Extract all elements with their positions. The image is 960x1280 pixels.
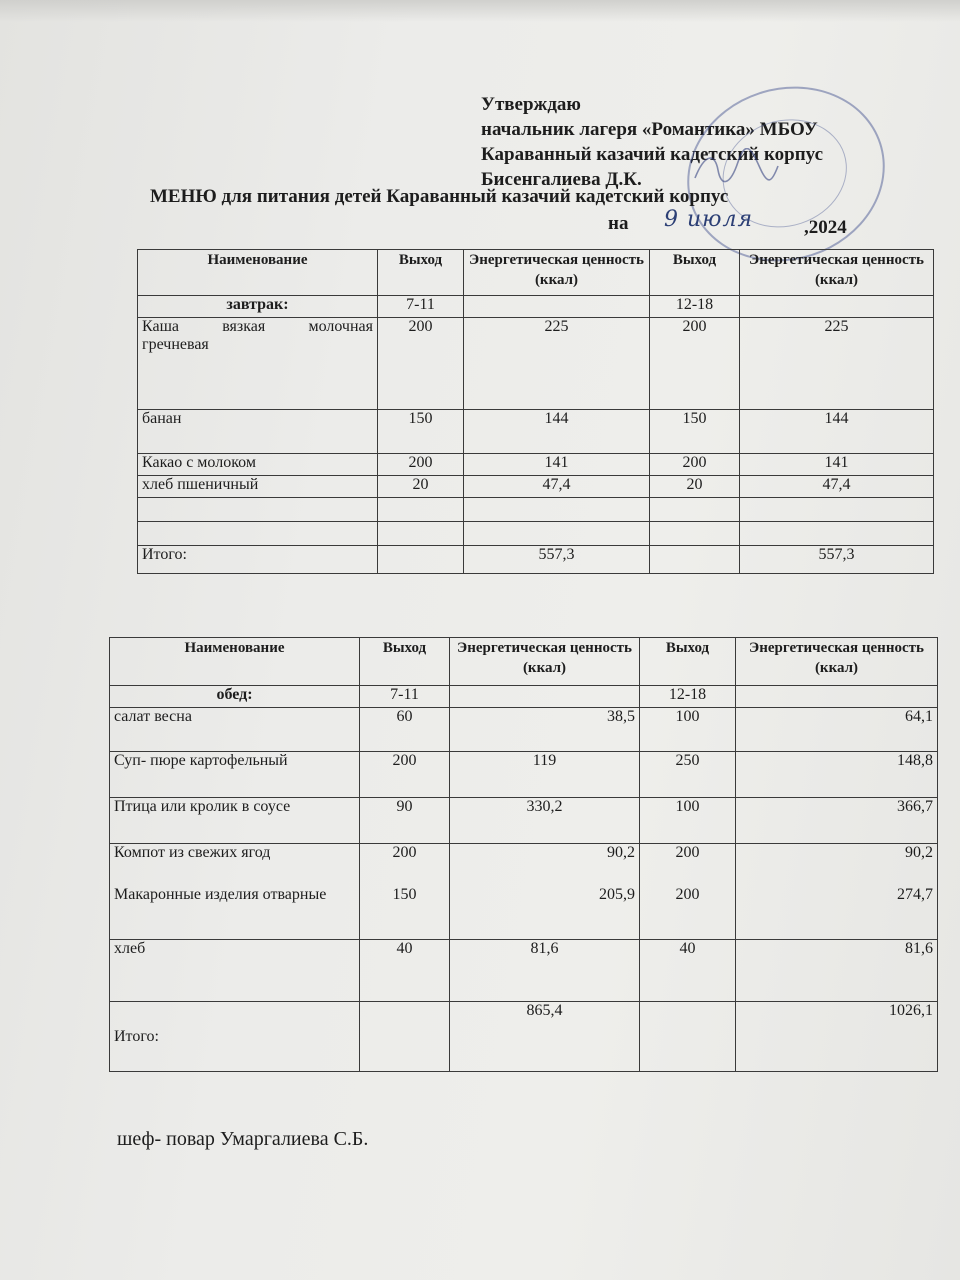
dish-name: хлеб [110,940,360,1002]
table-row [138,476,934,498]
section-label: обед: [110,686,360,708]
dish-kcal-1: 205,9 [599,886,635,903]
dish-out-2: 250 [640,752,736,798]
dish-kcal-1: 119 [450,752,640,798]
total-kcal-1: 557,3 [464,546,650,574]
dish-out-2: 150 [650,410,740,454]
header-out-1: Выход [360,638,450,686]
total-kcal-2: 1026,1 [736,1002,938,1072]
total-label: Итого: [138,546,378,574]
header-name: Наименование [110,638,360,686]
table-header-row [110,638,938,686]
dish-kcal-2: 366,7 [736,798,938,844]
header-energy-1: Энергетическая ценность (ккал) [450,638,640,686]
dish-name: Птица или кролик в соусе [110,798,360,844]
header-energy-1: Энергетическая ценность (ккал) [464,250,650,296]
dish-out-1: 200 [360,752,450,798]
age-group-2: 12-18 [640,686,736,708]
header-out-2: Выход [650,250,740,296]
dish-kcal-1: 90,2 [607,844,635,861]
dish-name: Каша вязкая молочная гречневая [138,318,378,410]
dish-name: хлеб пшеничный [138,476,378,498]
header-energy-2: Энергетическая ценность (ккал) [740,250,934,296]
dish-kcal-1: 81,6 [450,940,640,1002]
dish-kcal-1: 330,2 [450,798,640,844]
handwritten-date: 9 июля [664,207,754,232]
dish-out-1: 150 [378,410,464,454]
dish-out-2: 40 [640,940,736,1002]
table-row [110,940,938,1002]
table-header-row [138,250,934,296]
header-out-2: Выход [640,638,736,686]
page-edge-shadow [0,0,960,22]
dish-out-1: 150 [392,886,417,903]
dish-kcal-2: 90,2 [905,844,933,861]
dish-out-2: 200 [675,886,700,903]
dish-out-1: 60 [360,708,450,752]
dish-kcal-2: 144 [740,410,934,454]
dish-out-2: 20 [650,476,740,498]
dish-name: салат весна [110,708,360,752]
dish-kcal-1: 225 [464,318,650,410]
dish-kcal-1: 141 [464,454,650,476]
dish-out-2: 200 [675,844,700,861]
approval-line-3: Караванный казачий кадетский корпус [481,144,824,165]
dish-kcal-1: 47,4 [464,476,650,498]
dish-out-2: 100 [640,708,736,752]
dish-kcal-2: 81,6 [736,940,938,1002]
header-name: Наименование [138,250,378,296]
dish-out-1: 20 [378,476,464,498]
dish-out-2: 200 [650,454,740,476]
table-row [138,410,934,454]
table-row [138,454,934,476]
dish-kcal-1: 144 [464,410,650,454]
signature-icon [690,148,780,188]
dish-kcal-2: 148,8 [736,752,938,798]
approval-line-2: начальник лагеря «Романтика» МБОУ [481,119,818,140]
dish-name: Суп- пюре картофельный [110,752,360,798]
dish-kcal-2: 47,4 [740,476,934,498]
table-row [110,844,938,940]
date-year: ,2024 [804,217,847,238]
header-energy-2: Энергетическая ценность (ккал) [736,638,938,686]
dish-kcal-1: 38,5 [450,708,640,752]
age-group-2: 12-18 [650,296,740,318]
dish-kcal-2: 64,1 [736,708,938,752]
total-label: Итого: [110,1002,360,1072]
dish-name: банан [138,410,378,454]
dish-out-2: 100 [640,798,736,844]
dish-kcal-2: 274,7 [897,886,933,903]
breakfast-table [137,249,934,574]
age-group-1: 7-11 [360,686,450,708]
header-out-1: Выход [378,250,464,296]
dish-out-1: 200 [378,318,464,410]
dish-out-1: 90 [360,798,450,844]
chef-signature-line: шеф- повар Умаргалиева С.Б. [117,1128,369,1150]
total-kcal-1: 865,4 [450,1002,640,1072]
dish-kcal-2: 141 [740,454,934,476]
approval-line-1: Утверждаю [481,94,581,115]
total-row [110,1002,938,1072]
dish-out-1: 40 [360,940,450,1002]
dish-name: Компот из свежих ягод Макаронные изделия отварные [110,844,360,940]
total-row [138,546,934,574]
date-prefix: на [608,213,629,234]
dish-kcal-2: 225 [740,318,934,410]
dish-out-1: 200 [392,844,417,861]
dish-out-2: 200 [650,318,740,410]
age-group-1: 7-11 [378,296,464,318]
total-kcal-2: 557,3 [740,546,934,574]
page-title: МЕНЮ для питания детей Караванный казачий кадетский корпус [150,186,729,207]
table-row [110,752,938,798]
section-row [110,686,938,708]
empty-row [138,522,934,546]
table-row [110,708,938,752]
table-row [110,798,938,844]
table-row [138,318,934,410]
dish-name: Какао с молоком [138,454,378,476]
section-row [138,296,934,318]
lunch-table [109,637,938,1072]
approval-line-4: Бисенгалиева Д.К. [481,169,642,190]
dish-out-1: 200 [378,454,464,476]
empty-row [138,498,934,522]
section-label: завтрак: [138,296,378,318]
